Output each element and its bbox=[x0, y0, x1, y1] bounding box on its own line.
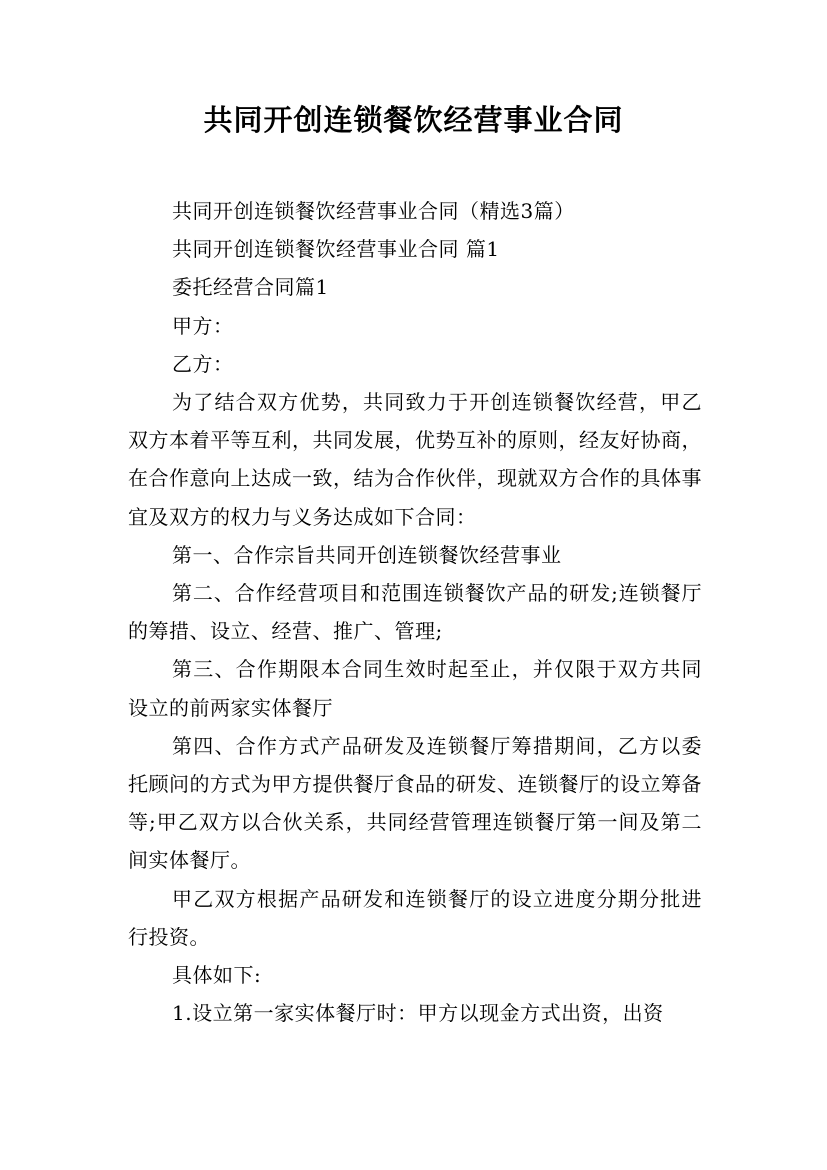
paragraph: 第四、合作方式产品研发及连锁餐厅筹措期间，乙方以委托顾问的方式为甲方提供餐厅食品的研发、连锁餐厅的设立筹备等;甲乙双方以合伙关系，共同经营管理连锁餐厅第一间及第二间实体餐厅。 bbox=[128, 733, 702, 873]
paragraph: 第二、合作经营项目和范围连锁餐饮产品的研发;连锁餐厅的筹措、设立、经营、推广、管理; bbox=[128, 581, 702, 644]
paragraph: 甲方： bbox=[172, 313, 234, 338]
document-body bbox=[128, 192, 702, 1032]
paragraph: 第三、合作期限本合同生效时起至止，并仅限于双方共同设立的前两家实体餐厅 bbox=[128, 657, 702, 720]
paragraph: 具体如下: bbox=[172, 963, 262, 988]
paragraph: 乙方： bbox=[172, 351, 234, 376]
paragraph: 共同开创连锁餐饮经营事业合同（精选3篇） bbox=[172, 199, 575, 223]
paragraph: 第一、合作宗旨共同开创连锁餐饮经营事业 bbox=[172, 542, 562, 567]
paragraph: 甲乙双方根据产品研发和连锁餐厅的设立进度分期分批进行投资。 bbox=[128, 886, 702, 949]
paragraph: 共同开创连锁餐饮经营事业合同 篇1 bbox=[172, 237, 500, 262]
paragraph: 委托经营合同篇1 bbox=[172, 275, 329, 300]
paragraph: 为了结合双方优势，共同致力于开创连锁餐饮经营，甲乙双方本着平等互利，共同发展，优势互补的原则，经友好协商，在合作意向上达成一致，结为合作伙伴，现就双方合作的具体事宜及双方的权力与义务达成如下合同： bbox=[128, 390, 702, 529]
document-title: 共同开创连锁餐饮经营事业合同 bbox=[203, 103, 624, 137]
paragraph: 1.设立第一家实体餐厅时：甲方以现金方式出资，出资 bbox=[172, 1001, 664, 1026]
